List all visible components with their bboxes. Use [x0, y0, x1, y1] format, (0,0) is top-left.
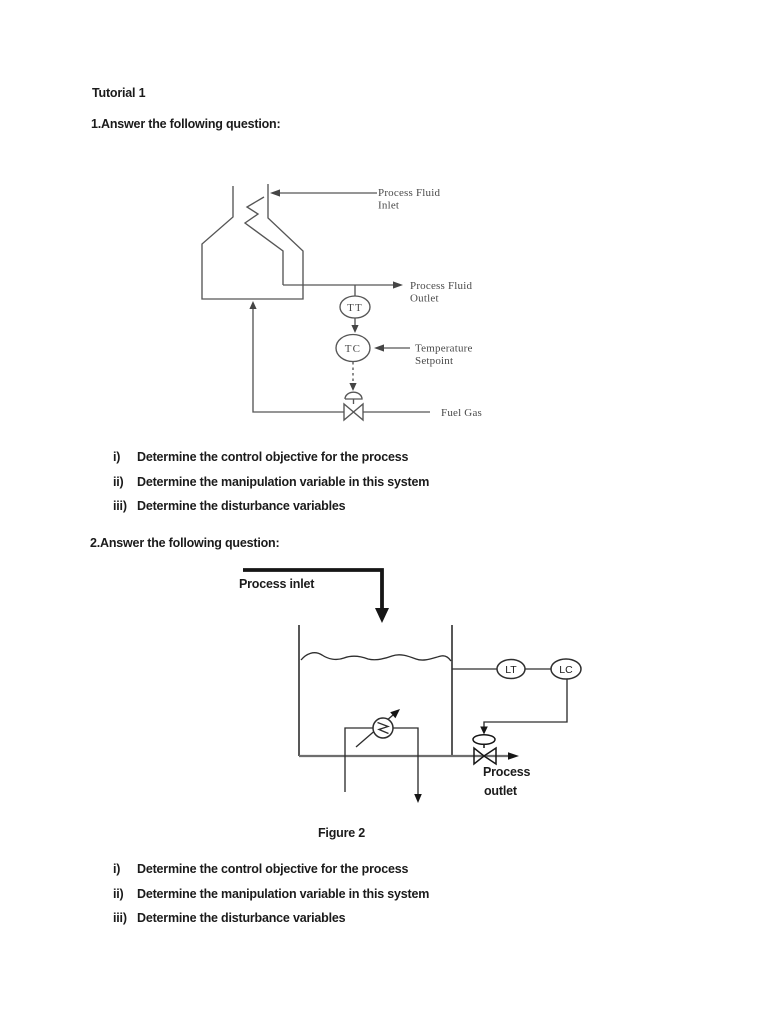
furnace-outline — [202, 184, 303, 299]
liquid-surface-line — [301, 653, 451, 661]
process-inlet-label: Process inlet — [239, 577, 315, 591]
tc-valve-arrowhead-icon — [349, 383, 356, 391]
outlet-label-line2: Outlet — [410, 292, 439, 305]
q2-item-ii — [113, 887, 429, 901]
q1-item-ii-text: Determine the manipulation variable in this system — [137, 475, 430, 489]
q1-item-iii — [113, 499, 345, 513]
q2-item-ii-text: Determine the manipulation variable in this system — [137, 887, 430, 901]
q2-item-iii-number: iii) — [113, 911, 127, 925]
page-title: Tutorial 1 — [92, 86, 146, 100]
process-outlet-label-line1: Process — [483, 765, 531, 779]
lc-label: LC — [559, 664, 573, 676]
fuel-gas-burner-line — [253, 309, 344, 412]
tt-tc-arrowhead-icon — [351, 325, 358, 333]
q1-item-ii-number: ii) — [113, 475, 124, 489]
lc-valve-arrowhead-icon — [480, 727, 488, 735]
valve-body-right-icon — [354, 404, 364, 420]
q2-item-i — [113, 862, 408, 876]
setpoint-label-line1: Temperature — [415, 342, 473, 355]
q2-item-ii-number: ii) — [113, 887, 124, 901]
tc-label: TC — [344, 343, 362, 355]
outlet-arrowhead-icon — [393, 281, 403, 288]
heater-outflow-arrowhead-icon — [414, 794, 422, 803]
outlet-label-line1: Process Fluid — [410, 280, 473, 292]
valve-actuator-dome-icon — [345, 392, 362, 399]
q2-item-i-number: i) — [113, 862, 121, 876]
burner-arrowhead-icon — [249, 301, 256, 309]
q1-item-iii-number: iii) — [113, 499, 127, 513]
fuel-gas-label: Fuel Gas — [441, 407, 483, 419]
heater-right-connection — [393, 728, 418, 794]
figure-2-caption: Figure 2 — [318, 826, 366, 840]
q2-item-iii-text: Determine the disturbance variables — [137, 911, 346, 925]
setpoint-arrowhead-icon — [374, 344, 384, 351]
valve-actuator-icon — [473, 735, 495, 745]
q1-item-i-number: i) — [113, 450, 121, 464]
q2-item-i-text: Determine the control objective for the process — [137, 862, 409, 876]
question-2-heading: 2.Answer the following question: — [90, 536, 280, 550]
setpoint-label-line2: Setpoint — [415, 355, 454, 367]
heater-left-connection — [345, 728, 373, 792]
figure-1-fired-heater-diagram — [190, 170, 505, 430]
lc-valve-signal-line — [484, 679, 567, 727]
q1-item-iii-text: Determine the disturbance variables — [137, 499, 346, 513]
q1-item-i — [113, 450, 408, 464]
lt-label: LT — [505, 664, 517, 676]
q1-item-ii — [113, 475, 429, 489]
tt-label: TT — [347, 302, 363, 314]
question-1-heading: 1.Answer the following question: — [91, 117, 281, 131]
inlet-arrowhead-icon — [270, 189, 280, 196]
process-inlet-arrowhead-icon — [375, 608, 389, 623]
process-coil — [245, 197, 283, 285]
inlet-label-line2: Inlet — [378, 199, 400, 212]
q1-item-i-text: Determine the control objective for the process — [137, 450, 409, 464]
q2-item-iii — [113, 911, 345, 925]
outlet-arrowhead-icon — [508, 752, 519, 760]
inlet-label-line1: Process Fluid — [378, 187, 441, 199]
process-outlet-label-line2: outlet — [484, 784, 517, 798]
valve-body-left-icon — [344, 404, 354, 420]
